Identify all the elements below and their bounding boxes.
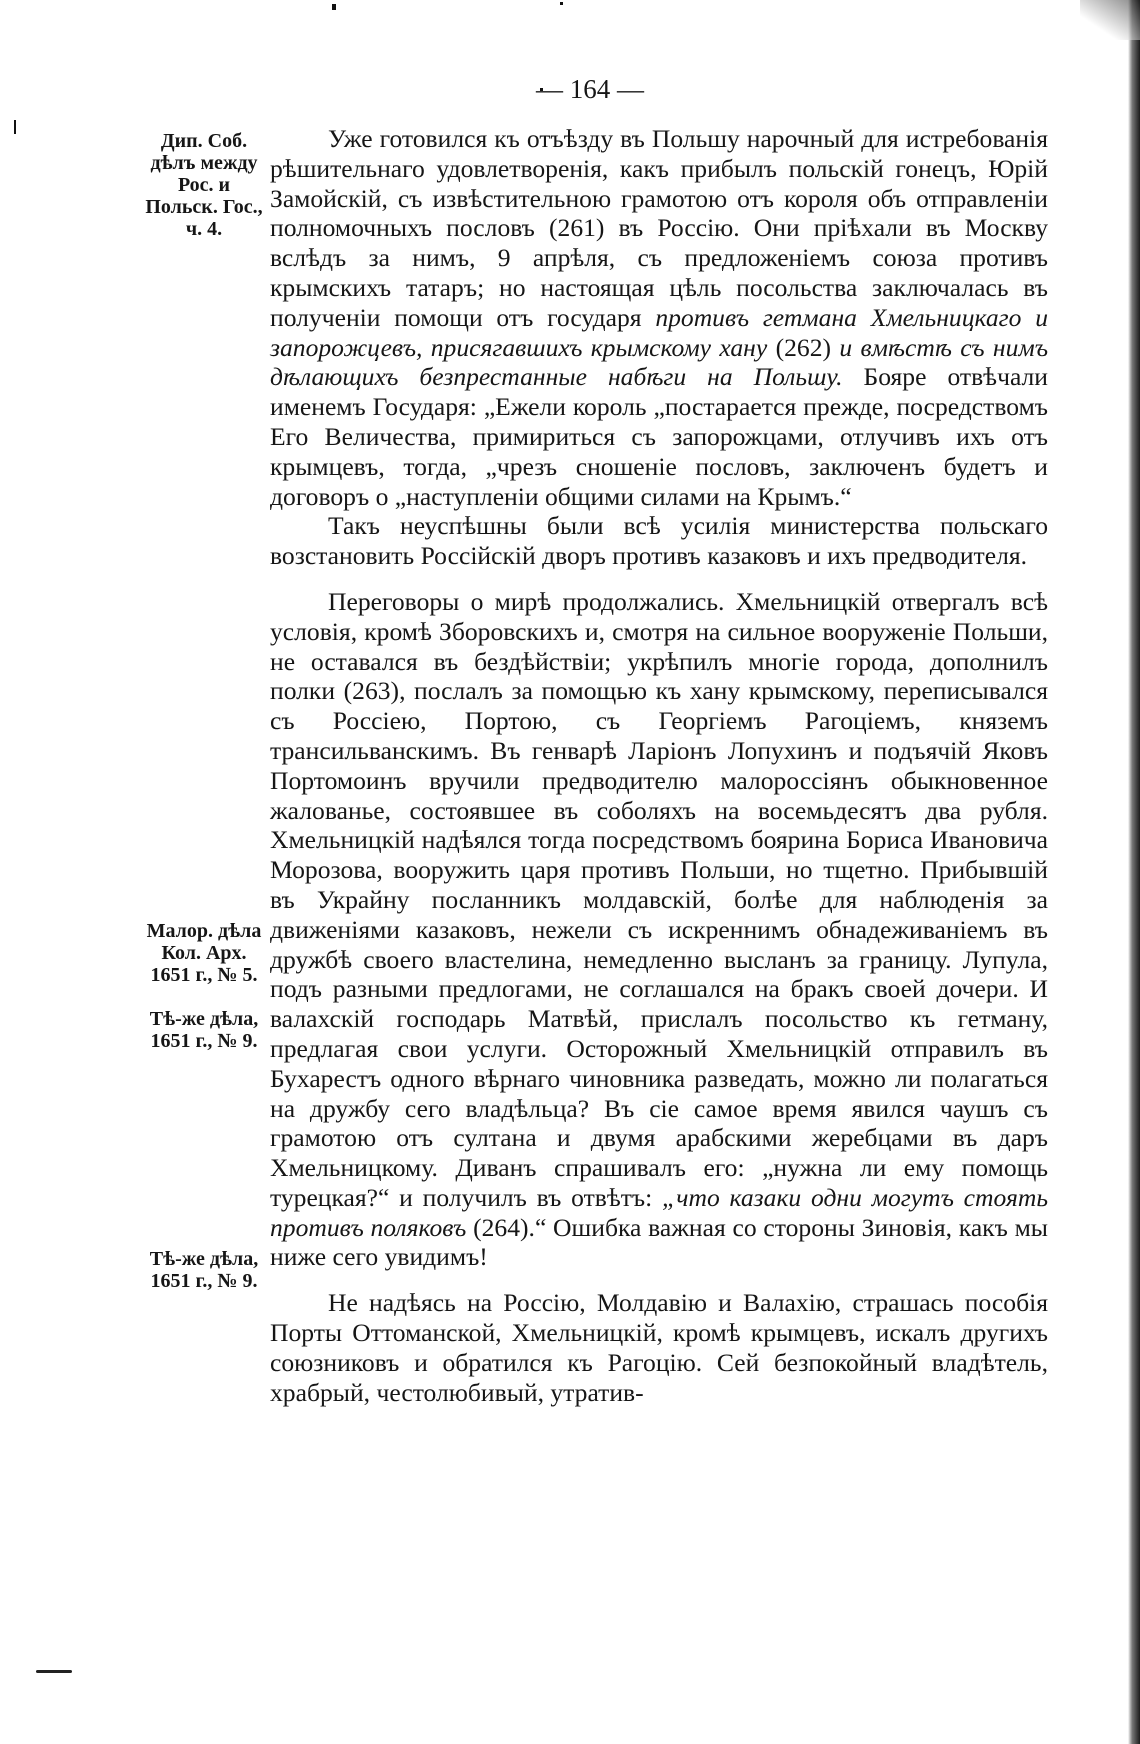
paragraph-efforts-failed: Такъ неуспѣшны были всѣ усилія министерства польскаго возстановить Россійскій дворъ противъ казаковъ и ихъ предводителя. <box>270 511 1048 571</box>
page-number: — 164 — <box>536 74 644 104</box>
paragraph-text: (262) <box>775 332 832 362</box>
margin-note-source: Тѣ-же дѣла, 1651 г., № 9. <box>149 1248 259 1292</box>
scan-speck <box>560 2 563 5</box>
paragraph-peace-negotiations <box>270 587 1048 1272</box>
scan-speck <box>332 4 336 10</box>
margin-note-source: Дип. Соб. дѣлъ между Рос. и Польск. Гос., ч. 4. <box>145 130 263 240</box>
paragraph-text: (264).“ Ошибка важная со стороны Зиновія, какъ мы ниже сего увидимъ! <box>270 1212 1048 1272</box>
paragraph-text: Переговоры о мирѣ продолжались. Хмельницкій отвергалъ всѣ условія, кромѣ Зборовскихъ и, смотря на сильное вооруженіе Польши, не оставался въ бездѣйствіи; укрѣпилъ многіе города, дополнилъ полки (263), послалъ за помощью къ хану крымскому, переписывался съ Россіею, Портою, съ Георгіемъ Рагоціемъ, княземъ трансильванскимъ. Въ генварѣ Ларіонъ Лопухинъ и подъячій Яковъ Портомоинъ вручили предводителю малороссіянъ обыкновенное жалованье, состоявшее въ соболяхъ на восемьдесятъ два рубля. Хмельницкій надѣялся тогда посредствомъ боярина Бориса Ивановича Морозова, вооружить царя противъ Польши, но тщетно. Прибывшій въ Украйну посланникъ молдавскій, болѣе для наблюденія за движеніями казаковъ, нежели съ искреннимъ обнадеживаніемъ въ дружбѣ своего властелина, немедленно высланъ за границу. Лупула, подъ разными предлогами, не соглашался на бракъ своей дочери. И валахскій господарь Матвѣй, прислалъ посольство къ гетману, предлагая свои услуги. Осторожный Хмельницкій отправилъ въ Бухарестъ одного вѣрнаго чиновника разведать, можно ли полагаться на дружбу сего владѣльца? Въ сіе самое время явился чаушъ съ грамотою отъ султана и двумя арабскими жеребцами въ даръ Хмельницкому. Диванъ спрашивалъ его: „нужна ли ему помощь турецкая?“ и получилъ въ отвѣтъ: <box>270 586 1048 1212</box>
paragraph-text: Бояре отвѣчали именемъ Государя: „Ежели король „постарается прежде, посредствомъ Его Величества, примириться съ запорожцами, отлучивъ ихъ отъ крымцевъ, тогда, „чрезъ сношеніе пословъ, заключенъ будетъ и договоръ о „наступленіи общими силами на Крымъ.“ <box>270 362 1048 511</box>
paragraph-italic-text: „что казаки одни могутъ стоять противъ поляковъ <box>270 1182 1048 1242</box>
paragraph-new-allies: Не надѣясь на Россію, Молдавію и Валахію, страшась пособія Порты Оттоманской, Хмельницкій, кромѣ крымцевъ, искалъ другихъ союзниковъ и обратился къ Рагоцію. Сей безпокойный владѣтель, храбрый, честолюбивый, утратив- <box>270 1288 1048 1407</box>
margin-note-source: Малор. дѣла Кол. Арх. 1651 г., № 5. <box>146 920 262 986</box>
scan-corner-shadow <box>1080 0 1140 40</box>
paragraph-text: Уже готовился къ отъѣзду въ Польшу нарочный для истребованія рѣшительнаго удовлетворенія, какъ прибылъ польскій гонецъ, Юрій Замойскій, съ извѣстительною грамотою отъ короля объ отправленіи полномочныхъ пословъ (261) въ Россію. Они пріѣхали въ Москву вслѣдъ за нимъ, 9 апрѣля, съ предложеніемъ союза противъ крымскихъ татаръ; но настоящая цѣль посольства заключалась въ полученіи помощи отъ государя <box>270 124 1048 332</box>
scan-speck <box>14 120 16 134</box>
paragraph-polish-embassy <box>270 124 1048 511</box>
margin-note-source: Тѣ-же дѣла, 1651 г., № 9. <box>149 1008 259 1052</box>
pencil-mark <box>36 1670 72 1673</box>
paragraph-italic-text: и вмѣстѣ съ нимъ дѣлающихъ безпрестанные набѣги на Польшу. <box>270 332 1048 392</box>
main-text-column <box>270 124 1048 1407</box>
scan-binding-edge <box>1128 0 1140 1744</box>
paragraph-italic-text: противъ гетмана Хмельницкаго и запорожцевъ, присягавшихъ крымскому хану <box>270 302 1048 362</box>
